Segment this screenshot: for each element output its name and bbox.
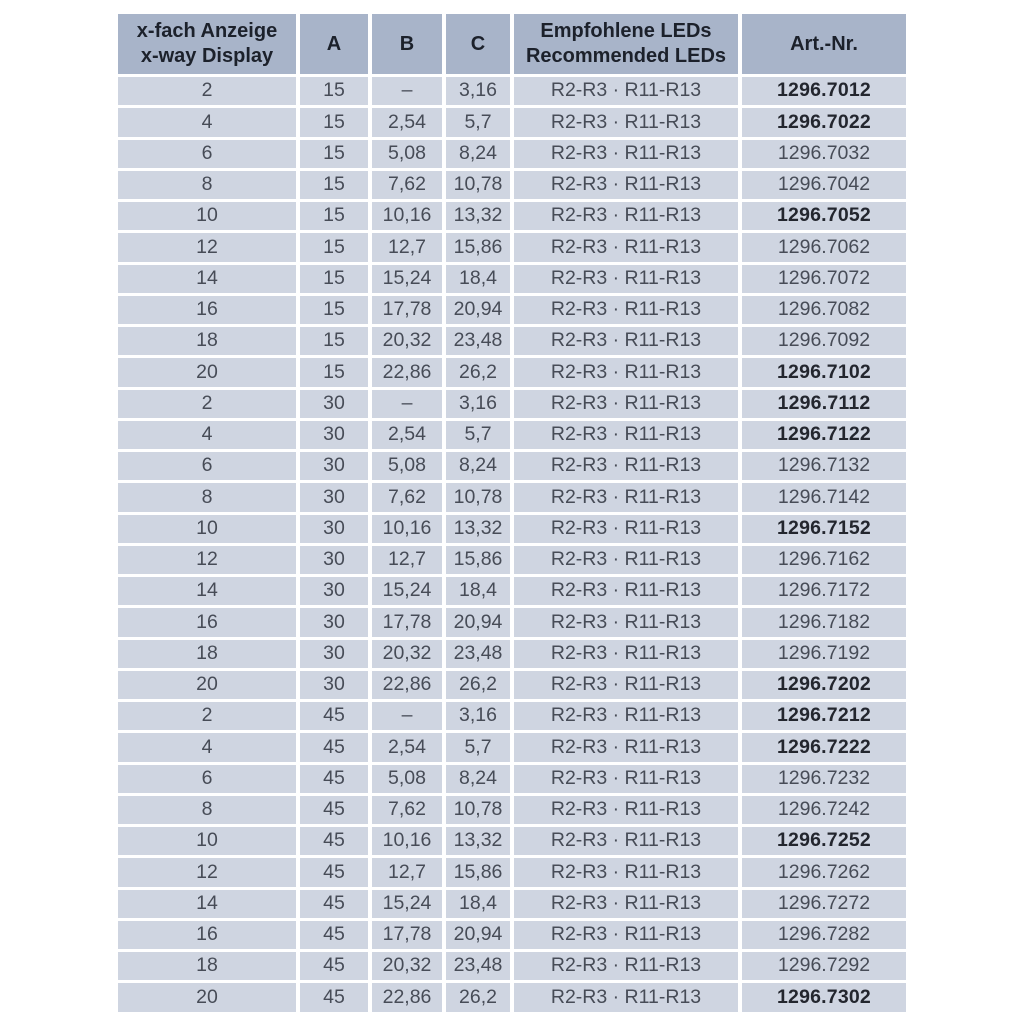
cell-art-nr: 1296.7142 bbox=[742, 483, 906, 511]
cell-b: 15,24 bbox=[372, 577, 442, 605]
cell-b: 7,62 bbox=[372, 171, 442, 199]
cell-art-nr: 1296.7192 bbox=[742, 640, 906, 668]
cell-leds: R2-R3 · R11-R13 bbox=[514, 640, 738, 668]
cell-x-way: 2 bbox=[118, 702, 296, 730]
cell-a: 30 bbox=[300, 671, 368, 699]
cell-x-way: 12 bbox=[118, 233, 296, 261]
cell-x-way: 6 bbox=[118, 765, 296, 793]
cell-art-nr: 1296.7102 bbox=[742, 358, 906, 386]
cell-c: 10,78 bbox=[446, 796, 510, 824]
cell-x-way: 18 bbox=[118, 952, 296, 980]
cell-x-way: 14 bbox=[118, 890, 296, 918]
cell-b: 12,7 bbox=[372, 546, 442, 574]
cell-b: 20,32 bbox=[372, 640, 442, 668]
cell-leds: R2-R3 · R11-R13 bbox=[514, 233, 738, 261]
cell-leds: R2-R3 · R11-R13 bbox=[514, 546, 738, 574]
cell-a: 30 bbox=[300, 452, 368, 480]
cell-b: 12,7 bbox=[372, 233, 442, 261]
cell-b: – bbox=[372, 390, 442, 418]
header-c: C bbox=[446, 14, 510, 74]
cell-leds: R2-R3 · R11-R13 bbox=[514, 671, 738, 699]
cell-a: 45 bbox=[300, 733, 368, 761]
cell-c: 13,32 bbox=[446, 515, 510, 543]
cell-art-nr: 1296.7252 bbox=[742, 827, 906, 855]
cell-x-way: 20 bbox=[118, 671, 296, 699]
cell-c: 8,24 bbox=[446, 452, 510, 480]
cell-a: 15 bbox=[300, 233, 368, 261]
cell-leds: R2-R3 · R11-R13 bbox=[514, 515, 738, 543]
header-b: B bbox=[372, 14, 442, 74]
cell-a: 45 bbox=[300, 796, 368, 824]
cell-b: 22,86 bbox=[372, 983, 442, 1011]
cell-art-nr: 1296.7292 bbox=[742, 952, 906, 980]
cell-c: 20,94 bbox=[446, 296, 510, 324]
cell-b: 15,24 bbox=[372, 265, 442, 293]
cell-b: 20,32 bbox=[372, 327, 442, 355]
cell-x-way: 12 bbox=[118, 858, 296, 886]
cell-leds: R2-R3 · R11-R13 bbox=[514, 202, 738, 230]
cell-leds: R2-R3 · R11-R13 bbox=[514, 983, 738, 1011]
cell-c: 18,4 bbox=[446, 265, 510, 293]
cell-leds: R2-R3 · R11-R13 bbox=[514, 296, 738, 324]
cell-b: 22,86 bbox=[372, 671, 442, 699]
cell-art-nr: 1296.7112 bbox=[742, 390, 906, 418]
cell-b: 17,78 bbox=[372, 608, 442, 636]
cell-a: 15 bbox=[300, 140, 368, 168]
cell-art-nr: 1296.7172 bbox=[742, 577, 906, 605]
cell-c: 23,48 bbox=[446, 327, 510, 355]
cell-a: 45 bbox=[300, 952, 368, 980]
cell-art-nr: 1296.7162 bbox=[742, 546, 906, 574]
cell-a: 30 bbox=[300, 577, 368, 605]
cell-c: 15,86 bbox=[446, 233, 510, 261]
cell-x-way: 12 bbox=[118, 546, 296, 574]
cell-leds: R2-R3 · R11-R13 bbox=[514, 140, 738, 168]
cell-x-way: 2 bbox=[118, 77, 296, 105]
cell-a: 15 bbox=[300, 202, 368, 230]
cell-b: 7,62 bbox=[372, 483, 442, 511]
cell-c: 26,2 bbox=[446, 671, 510, 699]
cell-a: 15 bbox=[300, 358, 368, 386]
cell-a: 45 bbox=[300, 890, 368, 918]
cell-leds: R2-R3 · R11-R13 bbox=[514, 108, 738, 136]
header-display-line1: x-fach Anzeige bbox=[136, 20, 278, 42]
cell-art-nr: 1296.7082 bbox=[742, 296, 906, 324]
header-display-line2: x-way Display bbox=[140, 45, 274, 67]
cell-a: 30 bbox=[300, 421, 368, 449]
cell-leds: R2-R3 · R11-R13 bbox=[514, 608, 738, 636]
cell-x-way: 16 bbox=[118, 608, 296, 636]
cell-leds: R2-R3 · R11-R13 bbox=[514, 890, 738, 918]
cell-a: 45 bbox=[300, 983, 368, 1011]
cell-art-nr: 1296.7092 bbox=[742, 327, 906, 355]
cell-a: 15 bbox=[300, 265, 368, 293]
cell-leds: R2-R3 · R11-R13 bbox=[514, 265, 738, 293]
cell-x-way: 8 bbox=[118, 796, 296, 824]
cell-leds: R2-R3 · R11-R13 bbox=[514, 921, 738, 949]
cell-leds: R2-R3 · R11-R13 bbox=[514, 171, 738, 199]
cell-leds: R2-R3 · R11-R13 bbox=[514, 483, 738, 511]
cell-art-nr: 1296.7072 bbox=[742, 265, 906, 293]
cell-x-way: 10 bbox=[118, 827, 296, 855]
cell-x-way: 16 bbox=[118, 921, 296, 949]
cell-art-nr: 1296.7202 bbox=[742, 671, 906, 699]
cell-art-nr: 1296.7042 bbox=[742, 171, 906, 199]
cell-b: 12,7 bbox=[372, 858, 442, 886]
cell-art-nr: 1296.7032 bbox=[742, 140, 906, 168]
cell-art-nr: 1296.7282 bbox=[742, 921, 906, 949]
cell-b: 7,62 bbox=[372, 796, 442, 824]
cell-b: 10,16 bbox=[372, 515, 442, 543]
cell-c: 15,86 bbox=[446, 858, 510, 886]
cell-x-way: 14 bbox=[118, 265, 296, 293]
cell-c: 8,24 bbox=[446, 765, 510, 793]
cell-c: 26,2 bbox=[446, 983, 510, 1011]
cell-c: 3,16 bbox=[446, 77, 510, 105]
cell-b: 5,08 bbox=[372, 765, 442, 793]
cell-c: 3,16 bbox=[446, 390, 510, 418]
cell-b: 5,08 bbox=[372, 452, 442, 480]
cell-b: 17,78 bbox=[372, 921, 442, 949]
cell-x-way: 4 bbox=[118, 421, 296, 449]
cell-x-way: 10 bbox=[118, 515, 296, 543]
cell-a: 30 bbox=[300, 546, 368, 574]
cell-a: 15 bbox=[300, 171, 368, 199]
cell-art-nr: 1296.7122 bbox=[742, 421, 906, 449]
led-table bbox=[118, 14, 906, 1012]
header-leds bbox=[514, 14, 738, 74]
cell-art-nr: 1296.7182 bbox=[742, 608, 906, 636]
cell-b: 2,54 bbox=[372, 421, 442, 449]
header-a: A bbox=[300, 14, 368, 74]
cell-b: 10,16 bbox=[372, 827, 442, 855]
cell-b: 2,54 bbox=[372, 733, 442, 761]
cell-b: 10,16 bbox=[372, 202, 442, 230]
cell-x-way: 20 bbox=[118, 983, 296, 1011]
cell-art-nr: 1296.7272 bbox=[742, 890, 906, 918]
cell-leds: R2-R3 · R11-R13 bbox=[514, 452, 738, 480]
cell-x-way: 16 bbox=[118, 296, 296, 324]
cell-a: 30 bbox=[300, 390, 368, 418]
cell-art-nr: 1296.7132 bbox=[742, 452, 906, 480]
cell-c: 10,78 bbox=[446, 483, 510, 511]
cell-b: 20,32 bbox=[372, 952, 442, 980]
cell-a: 15 bbox=[300, 327, 368, 355]
cell-art-nr: 1296.7052 bbox=[742, 202, 906, 230]
cell-art-nr: 1296.7152 bbox=[742, 515, 906, 543]
cell-art-nr: 1296.7062 bbox=[742, 233, 906, 261]
cell-leds: R2-R3 · R11-R13 bbox=[514, 421, 738, 449]
cell-leds: R2-R3 · R11-R13 bbox=[514, 327, 738, 355]
cell-x-way: 14 bbox=[118, 577, 296, 605]
cell-x-way: 2 bbox=[118, 390, 296, 418]
cell-c: 5,7 bbox=[446, 733, 510, 761]
cell-c: 15,86 bbox=[446, 546, 510, 574]
cell-x-way: 18 bbox=[118, 640, 296, 668]
cell-c: 20,94 bbox=[446, 608, 510, 636]
cell-c: 10,78 bbox=[446, 171, 510, 199]
cell-leds: R2-R3 · R11-R13 bbox=[514, 858, 738, 886]
cell-b: 5,08 bbox=[372, 140, 442, 168]
cell-a: 15 bbox=[300, 108, 368, 136]
cell-c: 23,48 bbox=[446, 640, 510, 668]
cell-a: 15 bbox=[300, 77, 368, 105]
cell-b: 2,54 bbox=[372, 108, 442, 136]
cell-x-way: 4 bbox=[118, 733, 296, 761]
cell-leds: R2-R3 · R11-R13 bbox=[514, 765, 738, 793]
cell-x-way: 6 bbox=[118, 140, 296, 168]
cell-b: – bbox=[372, 702, 442, 730]
cell-x-way: 20 bbox=[118, 358, 296, 386]
cell-c: 20,94 bbox=[446, 921, 510, 949]
cell-leds: R2-R3 · R11-R13 bbox=[514, 952, 738, 980]
cell-a: 30 bbox=[300, 608, 368, 636]
cell-c: 18,4 bbox=[446, 890, 510, 918]
cell-a: 30 bbox=[300, 483, 368, 511]
cell-leds: R2-R3 · R11-R13 bbox=[514, 358, 738, 386]
cell-b: 22,86 bbox=[372, 358, 442, 386]
cell-a: 45 bbox=[300, 827, 368, 855]
cell-leds: R2-R3 · R11-R13 bbox=[514, 77, 738, 105]
cell-art-nr: 1296.7262 bbox=[742, 858, 906, 886]
cell-art-nr: 1296.7222 bbox=[742, 733, 906, 761]
cell-art-nr: 1296.7012 bbox=[742, 77, 906, 105]
cell-c: 26,2 bbox=[446, 358, 510, 386]
cell-c: 3,16 bbox=[446, 702, 510, 730]
cell-x-way: 4 bbox=[118, 108, 296, 136]
cell-art-nr: 1296.7232 bbox=[742, 765, 906, 793]
cell-leds: R2-R3 · R11-R13 bbox=[514, 827, 738, 855]
cell-a: 45 bbox=[300, 702, 368, 730]
cell-x-way: 8 bbox=[118, 171, 296, 199]
header-display bbox=[118, 14, 296, 74]
cell-x-way: 8 bbox=[118, 483, 296, 511]
cell-c: 18,4 bbox=[446, 577, 510, 605]
cell-c: 8,24 bbox=[446, 140, 510, 168]
cell-leds: R2-R3 · R11-R13 bbox=[514, 796, 738, 824]
cell-x-way: 10 bbox=[118, 202, 296, 230]
header-art-nr: Art.-Nr. bbox=[742, 14, 906, 74]
cell-b: 15,24 bbox=[372, 890, 442, 918]
cell-leds: R2-R3 · R11-R13 bbox=[514, 733, 738, 761]
header-leds-line2: Recommended LEDs bbox=[525, 45, 727, 67]
cell-art-nr: 1296.7242 bbox=[742, 796, 906, 824]
cell-leds: R2-R3 · R11-R13 bbox=[514, 702, 738, 730]
cell-x-way: 18 bbox=[118, 327, 296, 355]
cell-a: 45 bbox=[300, 921, 368, 949]
header-leds-line1: Empfohlene LEDs bbox=[540, 20, 712, 42]
cell-a: 45 bbox=[300, 858, 368, 886]
cell-b: 17,78 bbox=[372, 296, 442, 324]
cell-b: – bbox=[372, 77, 442, 105]
cell-c: 5,7 bbox=[446, 421, 510, 449]
cell-c: 13,32 bbox=[446, 202, 510, 230]
cell-leds: R2-R3 · R11-R13 bbox=[514, 390, 738, 418]
cell-a: 15 bbox=[300, 296, 368, 324]
cell-art-nr: 1296.7022 bbox=[742, 108, 906, 136]
cell-leds: R2-R3 · R11-R13 bbox=[514, 577, 738, 605]
cell-art-nr: 1296.7302 bbox=[742, 983, 906, 1011]
cell-art-nr: 1296.7212 bbox=[742, 702, 906, 730]
cell-c: 5,7 bbox=[446, 108, 510, 136]
cell-c: 13,32 bbox=[446, 827, 510, 855]
cell-a: 30 bbox=[300, 640, 368, 668]
cell-x-way: 6 bbox=[118, 452, 296, 480]
cell-a: 30 bbox=[300, 515, 368, 543]
cell-c: 23,48 bbox=[446, 952, 510, 980]
cell-a: 45 bbox=[300, 765, 368, 793]
